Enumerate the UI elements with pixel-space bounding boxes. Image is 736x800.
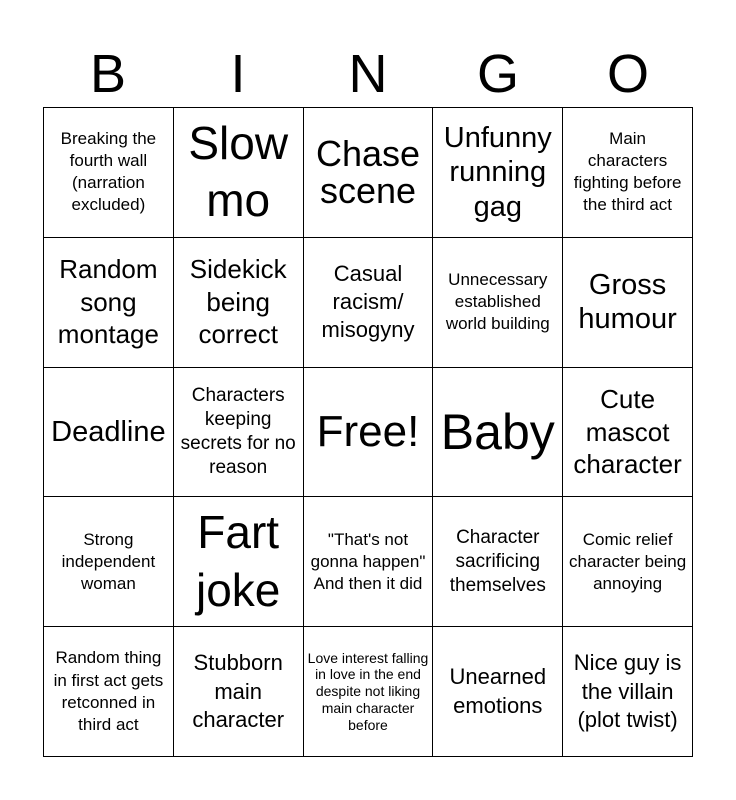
cell-text: Breaking the fourth wall (narration excluded) (60, 129, 157, 215)
cell-text: Unnecessary established world building (445, 270, 550, 334)
bingo-cell[interactable] (174, 238, 304, 368)
cell-text: Baby (440, 403, 555, 460)
bingo-cell[interactable] (44, 627, 174, 757)
cell-text: Characters keeping secrets for no reason (180, 385, 296, 478)
bingo-cell[interactable] (563, 627, 693, 757)
cell-text: "That's not gonna happen" And then it did (310, 529, 426, 593)
bingo-cell[interactable] (304, 627, 434, 757)
bingo-cell[interactable] (433, 497, 563, 627)
cell-text: Random thing in first act gets retconned in third act (53, 648, 164, 734)
bingo-cell[interactable] (304, 108, 434, 238)
header-letter-o: O (606, 44, 649, 104)
bingo-cell[interactable] (174, 108, 304, 238)
free-space-cell[interactable] (304, 368, 434, 498)
bingo-cell[interactable] (174, 368, 304, 498)
cell-text: Comic relief character being annoying (569, 529, 687, 593)
bingo-cell[interactable] (174, 627, 304, 757)
bingo-cell[interactable] (174, 497, 304, 627)
bingo-cell[interactable] (433, 238, 563, 368)
cell-text: Strong independent woman (61, 529, 156, 593)
cell-text: Deadline (51, 415, 166, 448)
cell-text: Cute mascot character (573, 384, 682, 480)
bingo-cell[interactable] (563, 108, 693, 238)
cell-text: Love interest falling in love in the end despite not liking main character before (307, 649, 429, 733)
bingo-cell[interactable] (433, 108, 563, 238)
header-letter-n: N (348, 44, 388, 104)
header-letter-b: B (89, 44, 127, 104)
bingo-cell[interactable] (304, 238, 434, 368)
bingo-cell[interactable] (304, 497, 434, 627)
bingo-cell[interactable] (44, 108, 174, 238)
cell-text: Chase scene (315, 132, 421, 212)
bingo-card-grid (43, 107, 693, 757)
bingo-cell[interactable] (44, 238, 174, 368)
cell-text: Sidekick being correct (189, 254, 287, 350)
header-letter-g: G (476, 44, 519, 104)
cell-text: Casual racism/ misogyny (321, 260, 415, 343)
header-letter-i: I (230, 44, 246, 104)
bingo-cell[interactable] (433, 627, 563, 757)
cell-text: Nice guy is the villain (plot twist) (573, 650, 682, 732)
cell-text: Fart joke (196, 506, 281, 616)
cell-text: Unfunny running gag (443, 122, 552, 223)
cell-text: Unearned emotions (449, 664, 547, 718)
cell-text: Slow mo (188, 116, 289, 227)
cell-text: Free! (316, 407, 420, 457)
cell-text: Random song montage (57, 254, 159, 350)
bingo-cell[interactable] (563, 368, 693, 498)
bingo-cell[interactable] (44, 497, 174, 627)
bingo-header (43, 40, 693, 108)
bingo-cell[interactable] (433, 368, 563, 498)
bingo-cell[interactable] (563, 238, 693, 368)
cell-text: Stubborn main character (192, 650, 285, 732)
bingo-cell[interactable] (44, 368, 174, 498)
bingo-cell[interactable] (563, 497, 693, 627)
cell-text: Character sacrificing themselves (449, 527, 546, 596)
cell-text: Main characters fighting before the third act (573, 129, 682, 215)
cell-text: Gross humour (578, 268, 677, 336)
